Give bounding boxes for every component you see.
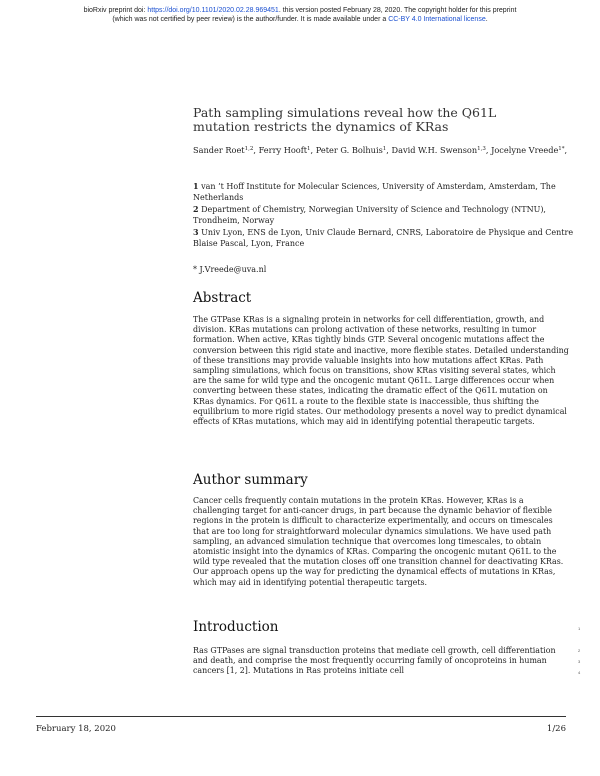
banner-prefix-text: bioRxiv preprint doi: bbox=[83, 7, 148, 14]
banner-license-suffix: . bbox=[485, 16, 488, 23]
page-number: 1/26 bbox=[546, 724, 566, 734]
introduction-text: Ras GTPases are signal transduction proteins that mediate cell growth, cell differentiation and death, and comprise the most frequently occurring family of oncoproteins in human cancers [1, 2]. Mutations in Ras proteins initiate cell bbox=[193, 646, 556, 676]
corresponding-email: * J.Vreede@uva.nl bbox=[193, 265, 267, 274]
license-link[interactable]: CC-BY 4.0 International license bbox=[388, 16, 486, 23]
banner-license-prefix: (which was not certified by peer review) is the author/funder. It is made available under a bbox=[112, 16, 389, 23]
line-number: 3 bbox=[578, 659, 581, 664]
line-number: 1 bbox=[578, 626, 581, 631]
doi-link[interactable]: https://doi.org/10.1101/2020.02.28.969451 bbox=[147, 7, 279, 14]
author: Jocelyne Vreede$^{1*}$, bbox=[491, 145, 568, 155]
banner-line-2 bbox=[0, 15, 600, 24]
author-summary-text: Cancer cells frequently contain mutations in the protein KRas. However, KRas is a challenging target for anti-cancer drugs, in part because the dynamic behavior of flexible regions in the protein is difficult to characterize experimentally, and occurs on timescales that are too long for straightforward molecular dynamics simulations. We have used path sampling, an advanced simulation technique that overcomes long timescales, to obtain atomistic insight into the dynamics of KRas. Comparing the oncogenic mutant Q61L to the wild type revealed that the mutation closes off one transition channel for deactivating KRas. Our approach opens up the way for predicting the dynamical effects of mutations in KRas, which may aid in identifying potential therapeutic targets. bbox=[193, 496, 564, 587]
author: David W.H. Swenson$^{1,3}$, bbox=[391, 145, 492, 155]
preprint-banner bbox=[0, 6, 600, 24]
author: Ferry Hooft$^1$, bbox=[258, 145, 316, 155]
line-number: 4 bbox=[578, 670, 581, 675]
abstract-heading: Abstract bbox=[193, 290, 252, 306]
author: Sander Roet$^{1,2}$, bbox=[193, 145, 259, 155]
affiliation: 3 Univ Lyon, ENS de Lyon, Univ Claude Bernard, CNRS, Laboratoire de Physique and Centre Blaise Pascal, Lyon, France bbox=[193, 227, 574, 248]
introduction-heading: Introduction bbox=[193, 619, 279, 635]
affiliation: 1 van ’t Hoff Institute for Molecular Sciences, University of Amsterdam, Amsterdam, The Netherlands bbox=[193, 181, 556, 202]
line-number: 2 bbox=[578, 648, 581, 653]
banner-line-1 bbox=[0, 6, 600, 15]
affiliation-list bbox=[193, 181, 578, 250]
affiliation: 2 Department of Chemistry, Norwegian University of Science and Technology (NTNU), Trondheim, Norway bbox=[193, 204, 546, 225]
abstract-text: The GTPase KRas is a signaling protein in networks for cell differentiation, growth, and division. KRas mutations can prolong activation of these networks, resulting in tumor formation. When active, KRas tightly binds GTP. Several oncogenic mutations affect the conversion between this rigid state and inactive, more flexible states. Detailed understanding of these transitions may provide valuable insights into how mutations affect KRas. Path sampling simulations, which focus on transitions, show KRas visiting several states, which are the same for wild type and the oncogenic mutant Q61L. Large differences occur when converting between these states, indicating the dramatic effect of the Q61L mutation on KRas dynamics. For Q61L a route to the flexible state is inaccessible, thus shifting the equilibrium to more rigid states. Our methodology presents a novel way to predict dynamical effects of KRas mutations, which may aid in identifying potential therapeutic targets. bbox=[193, 315, 569, 427]
author-summary-heading: Author summary bbox=[193, 472, 308, 488]
footer-date: February 18, 2020 bbox=[36, 724, 116, 734]
author-list bbox=[193, 145, 578, 156]
banner-suffix-text: . this version posted February 28, 2020. The copyright holder for this preprint bbox=[278, 7, 517, 14]
paper-title: Path sampling simulations reveal how the Q61L mutation restricts the dynamics of KRas bbox=[193, 105, 497, 134]
footer-divider bbox=[36, 716, 566, 717]
author: Peter G. Bolhuis$^1$, bbox=[315, 145, 392, 155]
